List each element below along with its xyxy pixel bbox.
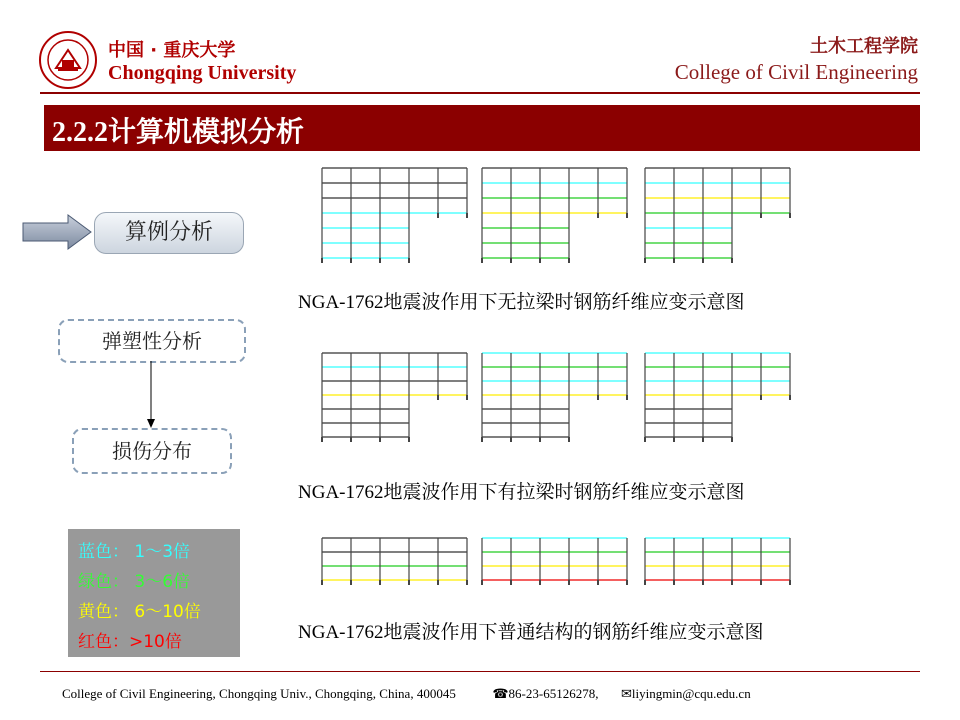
strain-frame-diagrams — [300, 160, 820, 600]
university-seal-logo — [38, 30, 98, 90]
flow-step-damage: 损伤分布 — [72, 428, 232, 474]
footer-email: liyingmin@cqu.edu.cn — [631, 686, 751, 701]
college-name-cn: 土木工程学院 — [810, 36, 918, 57]
caption-no-tie-beam: NGA-1762地震波作用下无拉梁时钢筋纤维应变示意图 — [298, 292, 745, 313]
flow-arrow-down-icon — [144, 359, 158, 429]
flow-step-elastoplastic: 弹塑性分析 — [58, 319, 246, 363]
footer-divider — [40, 671, 920, 672]
footer — [62, 686, 751, 702]
email-icon: ✉ — [620, 686, 632, 701]
caption-with-tie-beam: NGA-1762地震波作用下有拉梁时钢筋纤维应变示意图 — [298, 482, 745, 503]
caption-ordinary-structure: NGA-1762地震波作用下普通结构的钢筋纤维应变示意图 — [298, 622, 764, 643]
phone-icon: ☎ — [492, 686, 509, 701]
school-name-en: Chongqing University — [108, 62, 297, 84]
school-name-cn: 中国 · 重庆大学 — [108, 40, 236, 61]
footer-phone: 86-23-65126278, — [508, 686, 599, 701]
example-analysis-label: 算例分析 — [94, 212, 244, 254]
legend-item-blue: 蓝色： 1～3倍 — [78, 542, 191, 562]
legend-item-red: 红色：>10倍 — [78, 632, 182, 652]
legend-item-yellow: 黄色： 6～10倍 — [78, 602, 201, 622]
arrow-right-icon — [22, 214, 92, 250]
color-legend — [68, 529, 240, 657]
header-divider — [40, 92, 920, 94]
footer-address: College of Civil Engineering, Chongqing Univ., Chongqing, China, 400045 — [62, 686, 456, 701]
college-name-en: College of Civil Engineering — [674, 60, 918, 84]
slide-title: 2.2.2计算机模拟分析 — [52, 117, 305, 148]
legend-item-green: 绿色： 3～6倍 — [78, 572, 191, 592]
